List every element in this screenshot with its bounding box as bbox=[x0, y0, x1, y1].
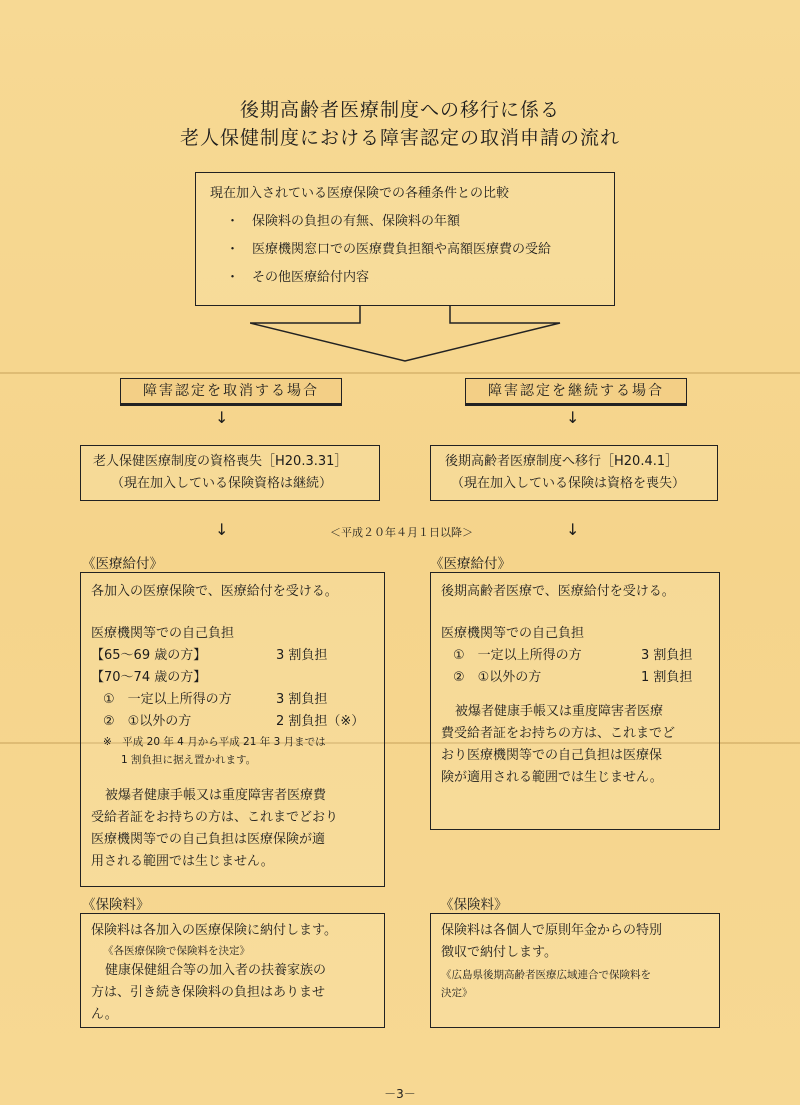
left-insurance-line4: ん。 bbox=[91, 1007, 118, 1022]
comparison-item: ・ その他医療給付内容 bbox=[226, 270, 370, 285]
left-medical-para: 受給者証をお持ちの方は、これまでどおり bbox=[91, 810, 339, 825]
right-insurance-line2: 徴収で納付します。 bbox=[441, 945, 557, 960]
left-age-group-1: 【65～69 歳の方】 bbox=[91, 648, 207, 663]
right-insurance-line1: 保険料は各個人で原則年金からの特別 bbox=[441, 923, 663, 938]
left-age-group-2: 【70～74 歳の方】 bbox=[91, 670, 207, 685]
left-medical-box bbox=[80, 572, 385, 887]
right-insurance-heading: 《保険料》 bbox=[440, 897, 508, 913]
left-insurance-line2: 健康保健組合等の加入者の扶養家族の bbox=[105, 963, 327, 978]
after-date-label: ＜平成２０年４月１日以降＞ bbox=[330, 526, 473, 539]
right-medical-para: 費受給者証をお持ちの方は、これまでど bbox=[441, 726, 676, 741]
comparison-item: ・ 保険料の負担の有無、保険料の年額 bbox=[226, 214, 461, 229]
down-arrow-icon: ↓ bbox=[566, 408, 580, 427]
right-insurance-note-line2: 決定》 bbox=[441, 987, 473, 999]
fold-line bbox=[0, 372, 800, 374]
right-medical-para: 険が適用される範囲では生じません。 bbox=[441, 770, 663, 785]
left-status-line1: 老人保健医療制度の資格喪失［H20.3.31］ bbox=[93, 454, 348, 469]
left-insurance-line1: 保険料は各加入の医療保険に納付します。 bbox=[91, 923, 337, 938]
left-medical-para: 被爆者健康手帳又は重度障害者医療費 bbox=[105, 788, 327, 803]
page-number: －3－ bbox=[384, 1087, 416, 1101]
right-medical-para: 被爆者健康手帳又は重度障害者医療 bbox=[455, 704, 664, 719]
right-income-item-2-rate: 1 割負担 bbox=[641, 670, 693, 685]
right-status-line2: （現在加入している保険は資格を喪失） bbox=[451, 476, 686, 491]
left-insurance-line3: 方は、引き続き保険料の負担はありませ bbox=[91, 985, 326, 1000]
flow-chevron-arrow bbox=[250, 305, 570, 365]
left-insurance-note: 《各医療保険で保険料を決定》 bbox=[103, 945, 250, 957]
left-income-item-2-rate: 2 割負担（※） bbox=[276, 714, 365, 729]
down-arrow-icon: ↓ bbox=[215, 520, 229, 539]
right-status-box bbox=[430, 445, 718, 501]
left-income-item-1: ① 一定以上所得の方 bbox=[103, 692, 232, 707]
left-note-line2: 1 割負担に据え置かれます。 bbox=[121, 754, 257, 766]
comparison-heading: 現在加入されている医療保険での各種条件との比較 bbox=[210, 186, 510, 201]
branch-label-cancel: 障害認定を取消する場合 bbox=[120, 378, 342, 406]
right-medical-para: おり医療機関等での自己負担は医療保 bbox=[441, 748, 663, 763]
right-medical-heading: 《医療給付》 bbox=[430, 556, 511, 572]
page-title-line1: 後期高齢者医療制度への移行に係る bbox=[239, 99, 560, 121]
left-insurance-box bbox=[80, 913, 385, 1028]
right-income-item-1: ① 一定以上所得の方 bbox=[453, 648, 582, 663]
left-insurance-heading: 《保険料》 bbox=[82, 897, 150, 913]
right-insurance-note-line1: 《広島県後期高齢者医療広域連合で保険料を bbox=[441, 969, 651, 981]
page-title-line2: 老人保健制度における障害認定の取消申請の流れ bbox=[179, 127, 620, 149]
branch-label-continue: 障害認定を継続する場合 bbox=[465, 378, 687, 406]
left-medical-intro: 各加入の医療保険で、医療給付を受ける。 bbox=[91, 584, 338, 599]
left-medical-heading: 《医療給付》 bbox=[82, 556, 163, 572]
left-age-group-1-rate: 3 割負担 bbox=[276, 648, 328, 663]
comparison-item: ・ 医療機関窓口での医療費負担額や高額医療費の受給 bbox=[226, 242, 552, 257]
left-medical-para: 用される範囲では生じません。 bbox=[91, 854, 274, 869]
right-income-item-1-rate: 3 割負担 bbox=[641, 648, 693, 663]
left-note-line1: ※ 平成 20 年 4 月から平成 21 年 3 月までは bbox=[103, 736, 326, 748]
down-arrow-icon: ↓ bbox=[215, 408, 229, 427]
right-medical-intro: 後期高齢者医療で、医療給付を受ける。 bbox=[441, 584, 675, 599]
left-self-pay: 医療機関等での自己負担 bbox=[91, 626, 235, 641]
right-income-item-2: ② ①以外の方 bbox=[453, 670, 542, 685]
down-arrow-icon: ↓ bbox=[566, 520, 580, 539]
comparison-box bbox=[195, 172, 615, 306]
right-status-line1: 後期高齢者医療制度へ移行［H20.4.1］ bbox=[445, 454, 679, 469]
left-income-item-2: ② ①以外の方 bbox=[103, 714, 192, 729]
right-self-pay: 医療機関等での自己負担 bbox=[441, 626, 585, 641]
left-status-line2: （現在加入している保険資格は継続） bbox=[111, 476, 333, 491]
left-status-box bbox=[80, 445, 380, 501]
left-medical-para: 医療機関等での自己負担は医療保険が適 bbox=[91, 832, 326, 847]
right-insurance-box bbox=[430, 913, 720, 1028]
right-medical-box bbox=[430, 572, 720, 830]
left-income-item-1-rate: 3 割負担 bbox=[276, 692, 328, 707]
